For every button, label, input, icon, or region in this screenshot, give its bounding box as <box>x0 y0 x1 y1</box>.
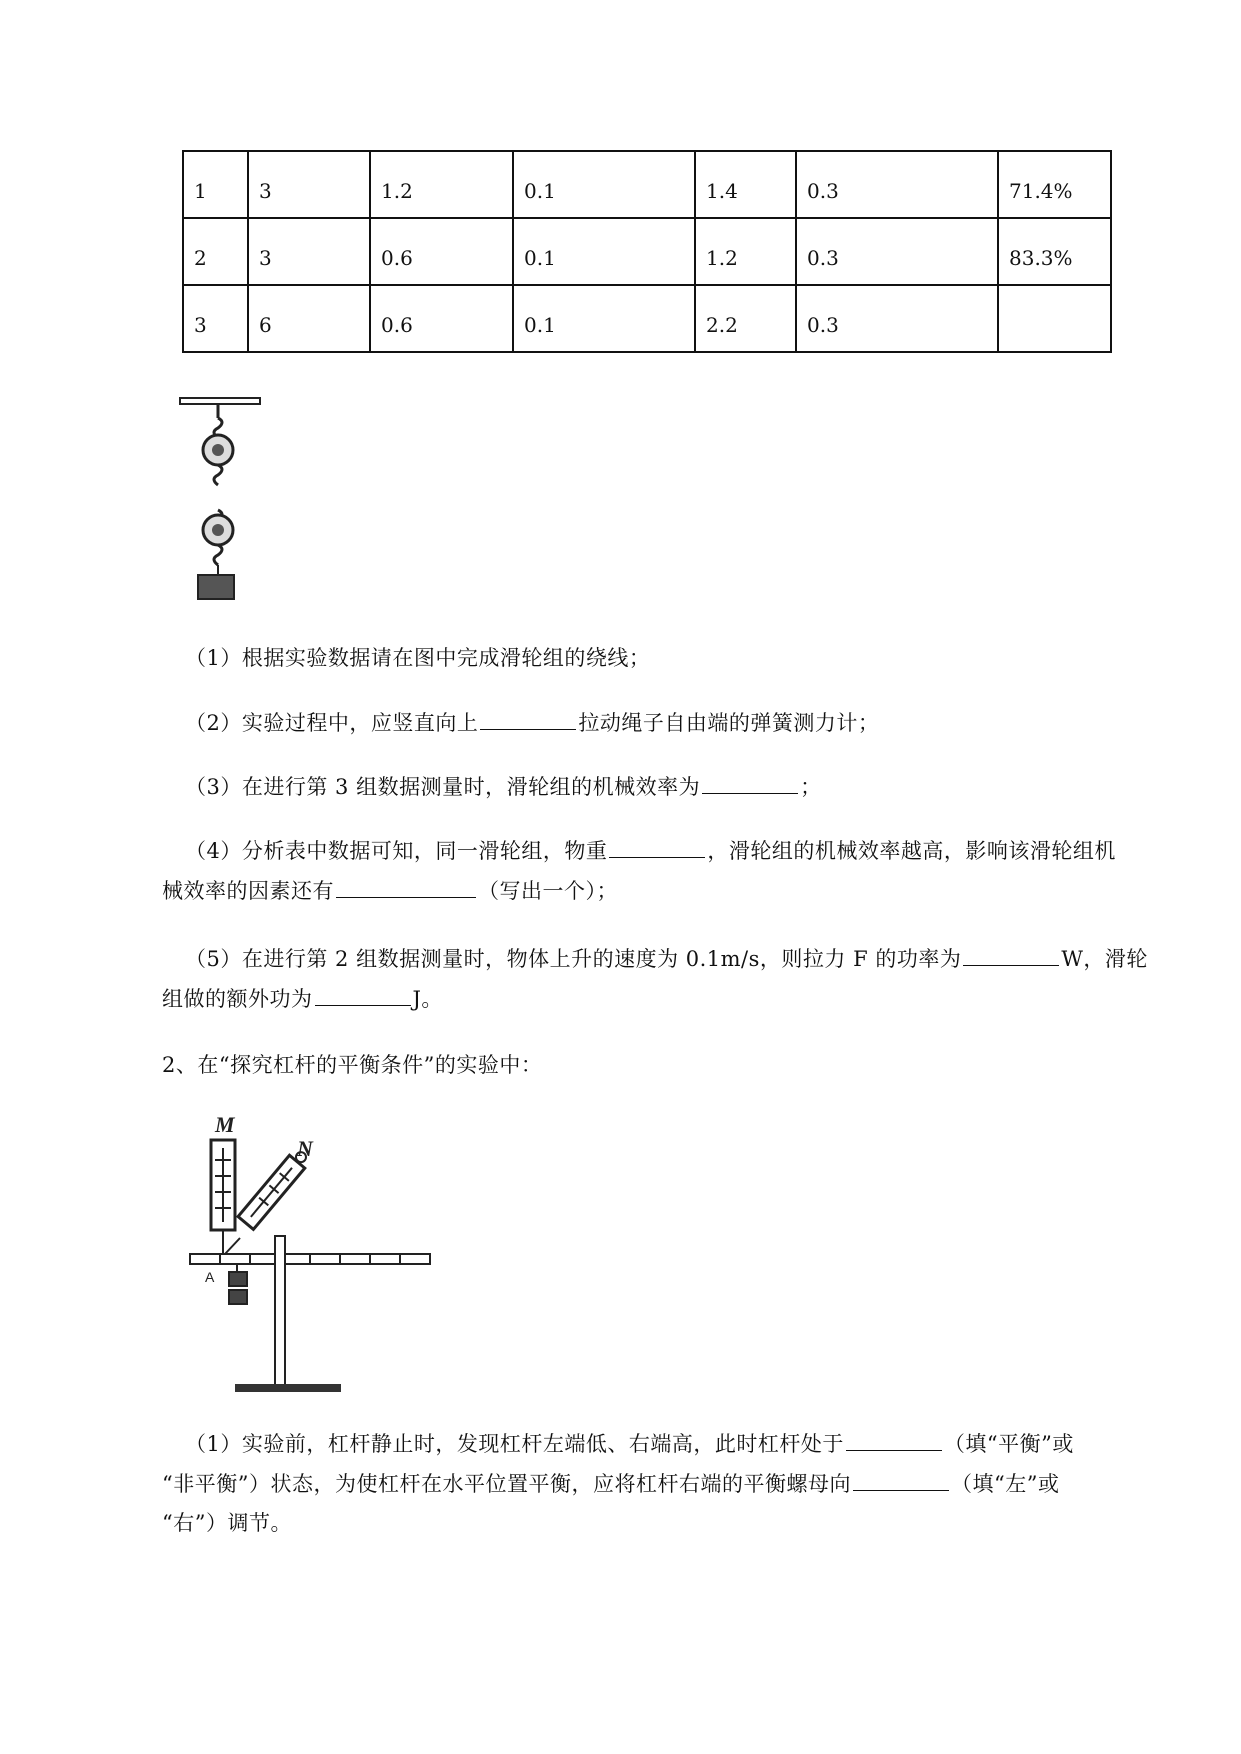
q1-part2-text-b: 拉动绳子自由端的弹簧测力计； <box>578 711 880 735</box>
table-row <box>183 285 1111 352</box>
table-cell: 1.2 <box>370 151 513 218</box>
table-row <box>183 151 1111 218</box>
label-m: M <box>215 1112 235 1137</box>
table-cell: 3 <box>248 151 370 218</box>
q1-part3 <box>185 771 822 802</box>
q2-part1-text-c: “非平衡”）状态，为使杠杆在水平位置平衡，应将杠杆右端的平衡螺母向 <box>162 1472 851 1496</box>
answer-blank[interactable] <box>846 1428 942 1451</box>
answer-blank[interactable] <box>702 771 798 794</box>
answer-blank[interactable] <box>609 835 705 858</box>
q1-part3-text-a: （3）在进行第 3 组数据测量时，滑轮组的机械效率为 <box>185 775 701 799</box>
q1-part4-line2 <box>162 875 618 906</box>
table-cell: 0.3 <box>796 151 998 218</box>
table-cell: 3 <box>183 285 248 352</box>
table-cell: 1 <box>183 151 248 218</box>
q1-part5-line1 <box>185 943 1148 974</box>
q1-part4-line1 <box>185 835 1116 866</box>
table-cell: 2 <box>183 218 248 285</box>
table-cell: 2.2 <box>695 285 796 352</box>
table-cell: 0.1 <box>513 151 695 218</box>
answer-blank[interactable] <box>315 983 411 1006</box>
q1-part1 <box>185 643 650 673</box>
table-cell: 71.4% <box>998 151 1111 218</box>
answer-blank[interactable] <box>480 707 576 730</box>
table-cell: 0.1 <box>513 218 695 285</box>
q1-part5-text-d: J。 <box>412 987 443 1011</box>
table-cell: 6 <box>248 285 370 352</box>
q1-part2-text-a: （2）实验过程中，应竖直向上 <box>185 711 479 735</box>
q1-part3-text-b: ； <box>800 775 822 799</box>
q1-part5-text-c: 组做的额外功为 <box>162 987 313 1011</box>
table-cell: 0.6 <box>370 218 513 285</box>
q2-part1-line1 <box>185 1428 1074 1459</box>
experiment-data-table <box>182 150 1112 353</box>
answer-blank[interactable] <box>336 875 476 898</box>
answer-blank[interactable] <box>963 943 1059 966</box>
q1-part2 <box>185 707 879 738</box>
q2-part1-line3 <box>162 1508 292 1538</box>
q1-part5-text-a: （5）在进行第 2 组数据测量时，物体上升的速度为 0.1m/s，则拉力 F 的功率为 <box>185 947 962 971</box>
table-cell: 0.6 <box>370 285 513 352</box>
table-cell: 0.1 <box>513 285 695 352</box>
answer-blank[interactable] <box>853 1468 949 1491</box>
q1-part5-line2 <box>162 983 443 1014</box>
table-cell: 83.3% <box>998 218 1111 285</box>
q1-part1-text: （1）根据实验数据请在图中完成滑轮组的绕线； <box>185 646 651 670</box>
q2-title <box>162 1050 542 1080</box>
q2-part1-text-d: （填“左”或 <box>950 1472 1060 1496</box>
table-cell: 1.4 <box>695 151 796 218</box>
table-body <box>183 151 1111 352</box>
table-cell: 0.3 <box>796 285 998 352</box>
table-cell: 3 <box>248 218 370 285</box>
q2-part1-text-e: “右”）调节。 <box>162 1511 292 1535</box>
q1-part4-text-c: 械效率的因素还有 <box>162 879 334 903</box>
q1-part4-text-a: （4）分析表中数据可知，同一滑轮组，物重 <box>185 839 608 863</box>
q1-part4-text-b: ，滑轮组的机械效率越高，影响该滑轮组机 <box>707 839 1116 863</box>
q1-part5-text-b: W，滑轮 <box>1061 947 1148 971</box>
table-cell <box>998 285 1111 352</box>
lever-experiment-figure <box>185 1110 445 1400</box>
q2-part1-line2 <box>162 1468 1059 1499</box>
pulley-system-figure <box>170 390 270 615</box>
table-cell: 1.2 <box>695 218 796 285</box>
q2-part1-text-a: （1）实验前，杠杆静止时，发现杠杆左端低、右端高，此时杠杆处于 <box>185 1432 844 1456</box>
q2-title-text: 2、在“探究杠杆的平衡条件”的实验中： <box>162 1053 543 1077</box>
label-a: A <box>205 1269 215 1285</box>
table-row <box>183 218 1111 285</box>
q1-part4-text-d: （写出一个）； <box>478 879 618 903</box>
table-cell: 0.3 <box>796 218 998 285</box>
label-n: N <box>297 1136 313 1161</box>
q2-part1-text-b: （填“平衡”或 <box>943 1432 1074 1456</box>
